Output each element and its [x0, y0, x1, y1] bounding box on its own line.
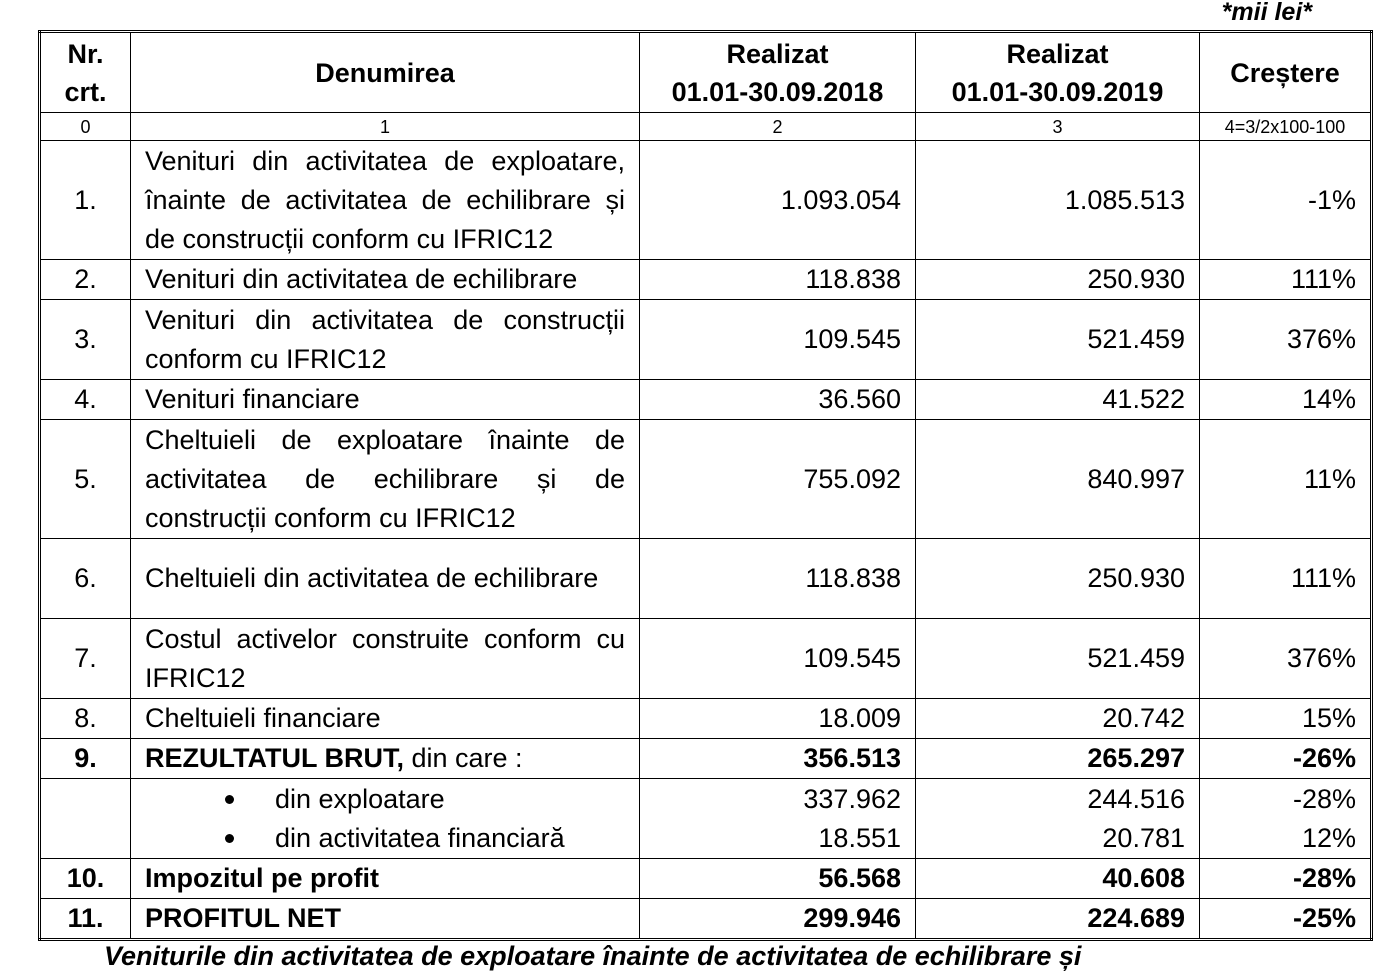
row-number: 4. [40, 380, 131, 420]
value-2018: 755.092 [640, 420, 916, 539]
value-2018: 18.551 [818, 822, 901, 853]
value-2018: 118.838 [640, 539, 916, 619]
growth-value: 14% [1200, 380, 1372, 420]
growth-value: 111% [1200, 539, 1372, 619]
row-number: 3. [40, 300, 131, 380]
bullet-list-item [131, 819, 639, 858]
growth-value: -28% [1200, 859, 1372, 899]
header-name: Denumirea [131, 32, 640, 113]
value-2018: 109.545 [640, 300, 916, 380]
value-2018: 337.962 [803, 783, 901, 814]
table-row-subitems [40, 779, 1372, 859]
row-number: 6. [40, 539, 131, 619]
index-cell: 0 [40, 113, 131, 141]
value-2019: 250.930 [916, 260, 1200, 300]
financial-results-table [38, 30, 1373, 941]
row-number: 11. [40, 899, 131, 940]
table-row [40, 420, 1372, 539]
table-row [40, 699, 1372, 739]
header-2019 [916, 32, 1200, 113]
value-2018: 36.560 [640, 380, 916, 420]
growth-value: 376% [1200, 300, 1372, 380]
growth-value: 111% [1200, 260, 1372, 300]
subitem-values-2018 [640, 779, 916, 859]
unit-label: *mii lei* [1221, 0, 1312, 26]
header-row [40, 32, 1372, 113]
row-number-empty [40, 779, 131, 859]
value-2018: 118.838 [640, 260, 916, 300]
value-2019: 265.297 [916, 739, 1200, 779]
value-2018: 356.513 [640, 739, 916, 779]
value-2018: 18.009 [640, 699, 916, 739]
header-2019-line1: Realizat [1006, 38, 1109, 69]
row-number: 7. [40, 619, 131, 699]
row-name-suffix: din care : [403, 743, 523, 773]
row-name: PROFITUL NET [131, 899, 640, 940]
subitem-name: din exploatare [275, 783, 445, 814]
row-number: 9. [40, 739, 131, 779]
table-row [40, 260, 1372, 300]
value-2018: 1.093.054 [640, 141, 916, 260]
header-2019-line2: 01.01-30.09.2019 [951, 76, 1164, 107]
value-2019: 40.608 [916, 859, 1200, 899]
growth-value: 12% [1301, 822, 1356, 853]
table-row [40, 300, 1372, 380]
table-row-net-profit [40, 899, 1372, 940]
value-2019: 41.522 [916, 380, 1200, 420]
value-2019: 1.085.513 [916, 141, 1200, 260]
index-cell: 4=3/2x100-100 [1200, 113, 1372, 141]
index-cell: 2 [640, 113, 916, 141]
bullet-list-item [131, 780, 639, 819]
value-2019: 20.742 [916, 699, 1200, 739]
header-2018-line2: 01.01-30.09.2018 [671, 76, 884, 107]
value-2019: 521.459 [916, 300, 1200, 380]
header-growth: Creștere [1200, 32, 1372, 113]
value-2019: 250.930 [916, 539, 1200, 619]
row-name: Impozitul pe profit [131, 859, 640, 899]
growth-value: 376% [1200, 619, 1372, 699]
value-2019: 224.689 [916, 899, 1200, 940]
row-number: 5. [40, 420, 131, 539]
row-name: Venituri din activitatea de construcții conform cu IFRIC12 [131, 300, 640, 380]
header-nr: Nr. crt. [40, 32, 131, 113]
growth-value: 15% [1200, 699, 1372, 739]
subitem-names [131, 779, 640, 859]
table-row [40, 619, 1372, 699]
value-2019: 840.997 [916, 420, 1200, 539]
table-row-profit-tax [40, 859, 1372, 899]
growth-value: -26% [1200, 739, 1372, 779]
index-cell: 3 [916, 113, 1200, 141]
row-number: 10. [40, 859, 131, 899]
index-row [40, 113, 1372, 141]
header-2018-line1: Realizat [726, 38, 829, 69]
value-2018: 299.946 [640, 899, 916, 940]
header-2018 [640, 32, 916, 113]
table-row [40, 141, 1372, 260]
row-name: Venituri financiare [131, 380, 640, 420]
value-2018: 109.545 [640, 619, 916, 699]
footer-text: Veniturile din activitatea de exploatare înainte de activitatea de echilibrare și [104, 941, 1082, 971]
subitem-growth [1200, 779, 1372, 859]
row-name: Cheltuieli financiare [131, 699, 640, 739]
value-2019: 521.459 [916, 619, 1200, 699]
growth-value: -25% [1200, 899, 1372, 940]
growth-value: -1% [1200, 141, 1372, 260]
subitem-name: din activitatea financiară [275, 822, 565, 853]
table-row-gross-result [40, 739, 1372, 779]
value-2019: 20.781 [1102, 822, 1185, 853]
row-name: Cheltuieli de exploatare înainte de activitatea de echilibrare și de construcții conform cu IFRIC12 [131, 420, 640, 539]
row-number: 8. [40, 699, 131, 739]
value-2018: 56.568 [640, 859, 916, 899]
subitem-values-2019 [916, 779, 1200, 859]
row-name: Venituri din activitatea de exploatare, înainte de activitatea de echilibrare și de construcții conform cu IFRIC12 [131, 141, 640, 260]
growth-value: 11% [1200, 420, 1372, 539]
row-name: Venituri din activitatea de echilibrare [131, 260, 640, 300]
row-name [131, 739, 640, 779]
value-2019: 244.516 [1087, 783, 1185, 814]
table-row [40, 380, 1372, 420]
row-name: Cheltuieli din activitatea de echilibrare [131, 539, 640, 619]
row-name-bold: REZULTATUL BRUT, [145, 743, 404, 773]
row-name: Costul activelor construite conform cu IFRIC12 [131, 619, 640, 699]
row-number: 1. [40, 141, 131, 260]
growth-value: -28% [1292, 783, 1356, 814]
row-number: 2. [40, 260, 131, 300]
index-cell: 1 [131, 113, 640, 141]
table-row [40, 539, 1372, 619]
